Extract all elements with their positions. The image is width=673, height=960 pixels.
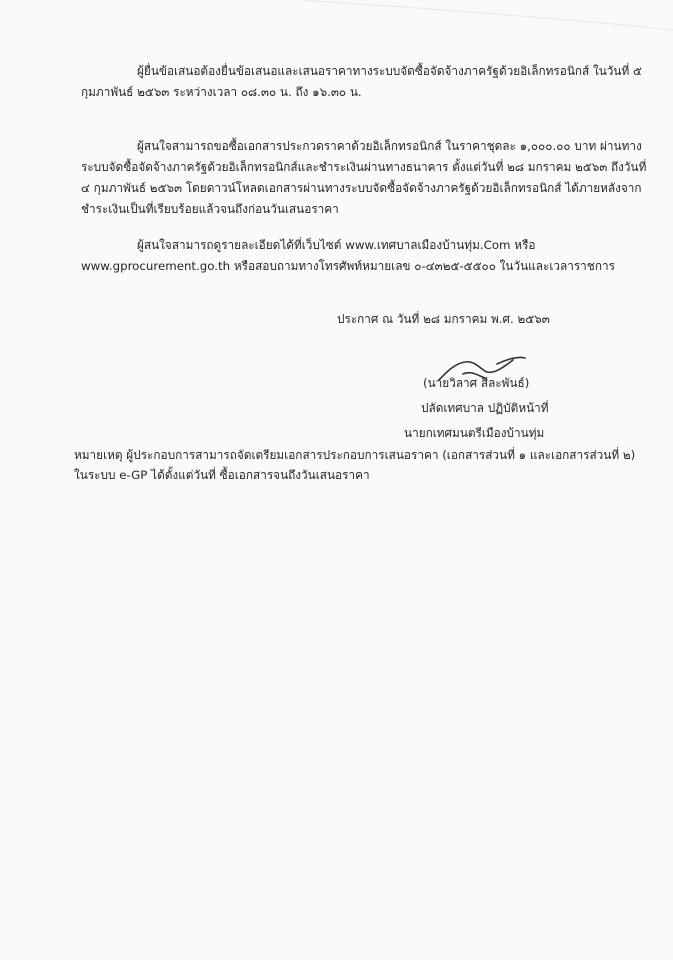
note-line2: ในระบบ e-GP ได้ตั้งแต่วันที่ ซื้อเอกสารจนถึงวันเสนอราคา — [74, 468, 370, 482]
para3-line1: ผู้สนใจสามารถดูรายละเอียดได้ที่เว็บไซต์ www.เทศบาลเมืองบ้านทุ่ม.Com หรือ — [137, 238, 536, 252]
signer-position-1: ปลัดเทศบาล ปฏิบัติหน้าที่ — [421, 401, 549, 415]
signer-name: (นายวิลาศ สีละพันธ์) — [423, 376, 530, 390]
signer-position-2: นายกเทศมนตรีเมืองบ้านทุ่ม — [404, 426, 545, 440]
para2-line2: ระบบจัดซื้อจัดจ้างภาครัฐด้วยอิเล็กทรอนิกส์และชำระเงินผ่านทางธนาคาร ตั้งแต่วันที่ ๒๘ มกราคม ๒๕๖๓ ถึงวันที่ — [81, 160, 647, 174]
para1-line1: ผู้ยื่นข้อเสนอต้องยื่นข้อเสนอและเสนอราคาทางระบบจัดซื้อจัดจ้างภาครัฐด้วยอิเล็กทรอนิกส์ ในวันที่ ๕ — [137, 64, 642, 78]
para2-line3: ๔ กุมภาพันธ์ ๒๕๖๓ โดยดาวน์โหลดเอกสารผ่านทางระบบจัดซื้อจัดจ้างภาครัฐด้วยอิเล็กทรอนิกส์ ได้ภายหลังจาก — [81, 181, 642, 195]
para2-line4: ชำระเงินเป็นที่เรียบร้อยแล้วจนถึงก่อนวันเสนอราคา — [81, 202, 339, 216]
note-line1: หมายเหตุ ผู้ประกอบการสามารถจัดเตรียมเอกสารประกอบการเสนอราคา (เอกสารส่วนที่ ๑ และเอกสารส่วนที่ ๒) — [74, 448, 636, 462]
announcement-date: ประกาศ ณ วันที่ ๒๘ มกราคม พ.ศ. ๒๕๖๓ — [337, 312, 550, 326]
para3-line2: www.gprocurement.go.th หรือสอบถามทางโทรศัพท์หมายเลข ๐-๔๓๒๕-๕๕๐๐ ในวันและเวลาราชการ — [81, 259, 615, 273]
para2-line1: ผู้สนใจสามารถขอซื้อเอกสารประกวดราคาด้วยอิเล็กทรอนิกส์ ในราคาชุดละ ๑,๐๐๐.๐๐ บาท ผ่านทาง — [137, 139, 642, 153]
para1-line2: กุมภาพันธ์ ๒๕๖๓ ระหว่างเวลา ๐๘.๓๐ น. ถึง ๑๖.๓๐ น. — [81, 85, 362, 99]
